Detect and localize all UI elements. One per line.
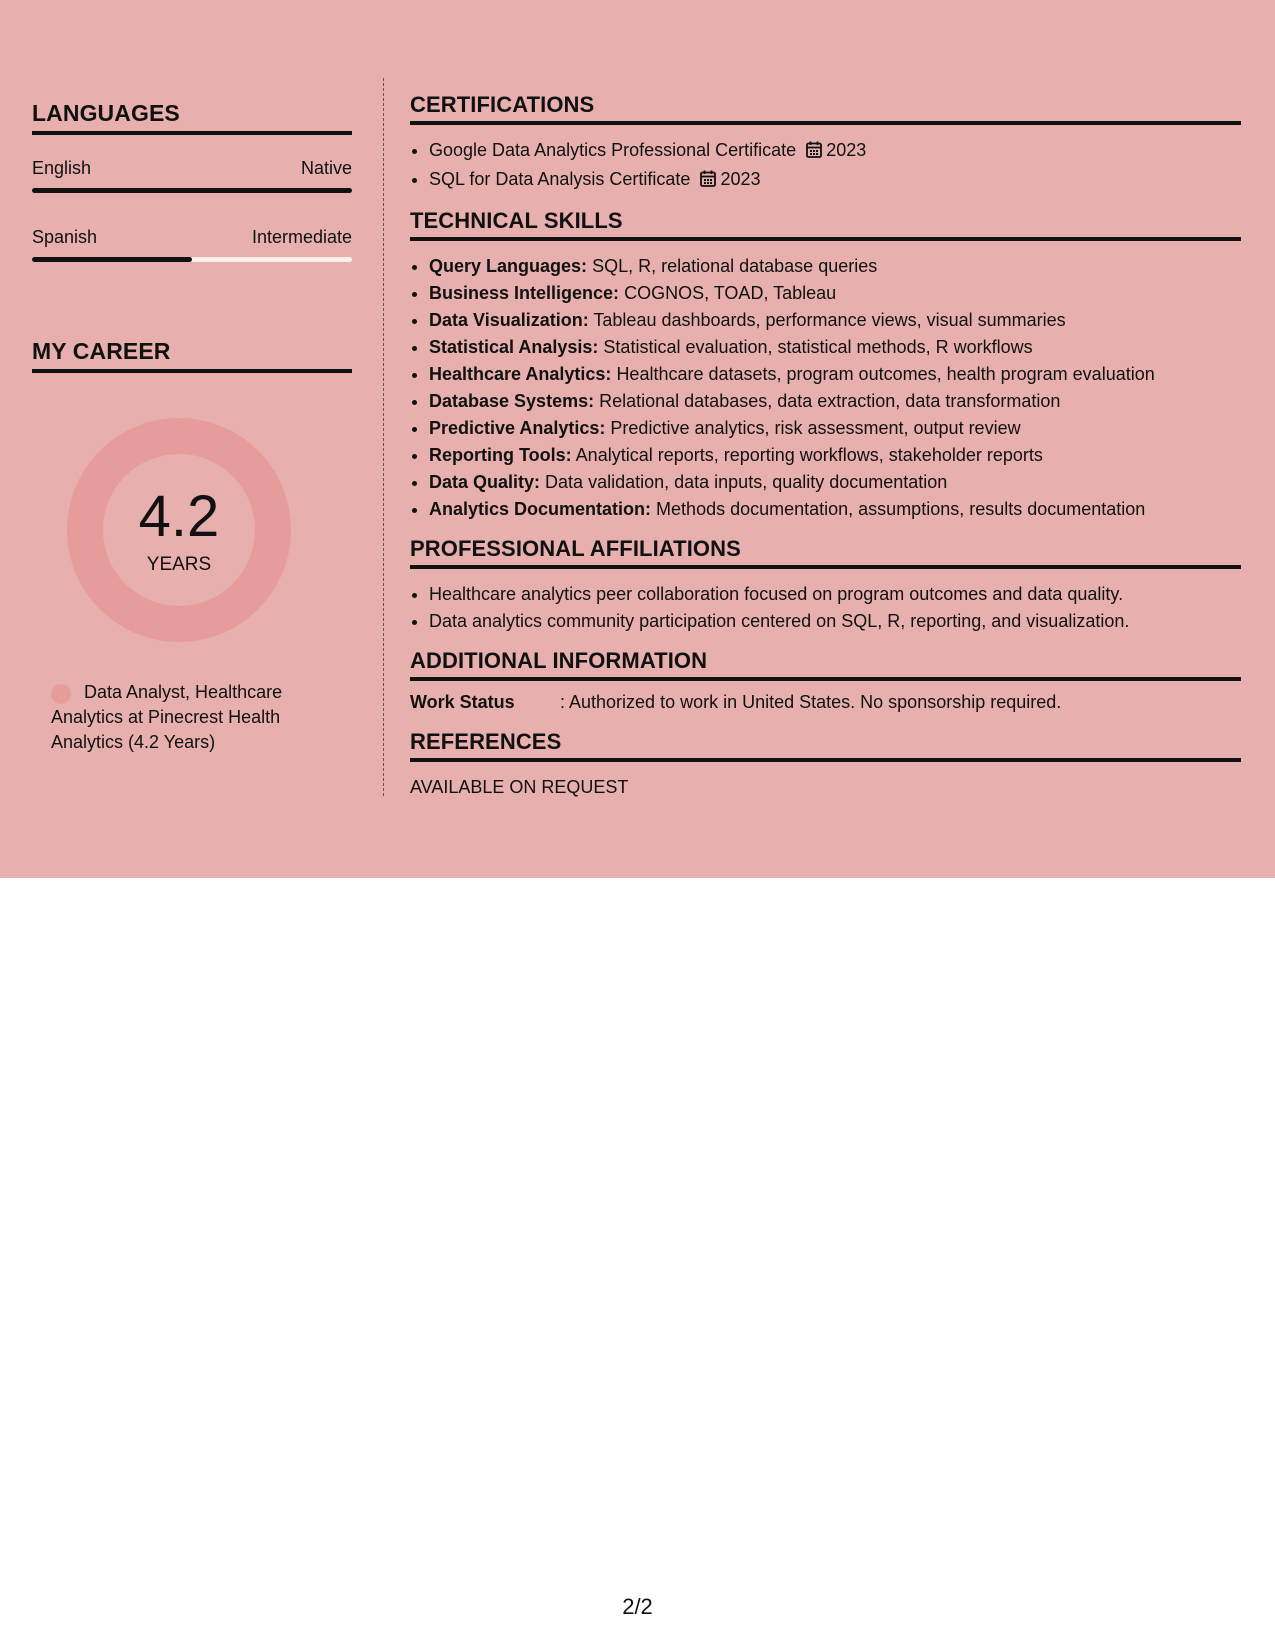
skill-label: Data Quality: — [429, 472, 541, 492]
skill-label: Data Visualization: — [429, 310, 589, 330]
affiliation-item: • Data analytics community participation centered on SQL, R, reporting, and visualization. — [429, 608, 1241, 635]
language-bar-fill — [32, 188, 352, 193]
language-level: Intermediate — [251, 227, 352, 247]
skill-item — [429, 253, 1241, 280]
skill-text: Analytical reports, reporting workflows, stakeholder reports — [575, 445, 1043, 465]
language-bar — [32, 257, 352, 262]
skill-label: Database Systems: — [429, 391, 595, 411]
column-divider — [383, 78, 384, 796]
certifications-heading: CERTIFICATIONS — [410, 92, 1241, 125]
certification-year: 2023 — [720, 169, 761, 189]
career-entry — [51, 680, 316, 755]
skill-text: Statistical evaluation, statistical methods, R workflows — [603, 337, 1033, 357]
right-column — [410, 92, 1241, 801]
skills-section — [410, 208, 1241, 523]
certification-name: SQL for Data Analysis Certificate — [429, 169, 691, 189]
skill-item — [429, 388, 1241, 415]
page-number: 2/2 — [622, 1594, 653, 1619]
calendar-icon — [700, 168, 716, 195]
skill-text: Predictive analytics, risk assessment, output review — [610, 418, 1021, 438]
skill-item — [429, 469, 1241, 496]
language-item — [32, 157, 352, 193]
certification-year: 2023 — [826, 140, 867, 160]
languages-heading: LANGUAGES — [32, 100, 352, 135]
language-level: Native — [300, 158, 352, 178]
certifications-section — [410, 92, 1241, 195]
additional-info-section — [410, 648, 1241, 716]
career-entry-text: Data Analyst, Healthcare Analytics at Pinecrest Health Analytics (4.2 Years) — [51, 682, 283, 752]
skill-label: Reporting Tools: — [429, 445, 572, 465]
affiliations-section — [410, 536, 1241, 635]
language-bar-fill — [32, 257, 192, 262]
career-years-chart — [67, 418, 291, 642]
skill-item — [429, 307, 1241, 334]
skill-item — [429, 415, 1241, 442]
skill-text: Methods documentation, assumptions, results documentation — [656, 499, 1146, 519]
additional-info-heading: ADDITIONAL INFORMATION — [410, 648, 1241, 681]
skill-label: Business Intelligence: — [429, 283, 620, 303]
skill-item — [429, 280, 1241, 307]
affiliation-item: • Healthcare analytics peer collaboration focused on program outcomes and data quality. — [429, 581, 1241, 608]
references-section — [410, 729, 1241, 801]
work-status-value: : Authorized to work in United States. No sponsorship required. — [560, 692, 1062, 712]
career-heading: MY CAREER — [32, 338, 352, 373]
career-years-value: 4.2 — [138, 484, 220, 549]
dot-icon — [51, 684, 71, 704]
career-years-unit: YEARS — [146, 554, 212, 575]
skill-label: Analytics Documentation: — [429, 499, 652, 519]
skills-heading: TECHNICAL SKILLS — [410, 208, 1241, 241]
skill-text: Data validation, data inputs, quality documentation — [545, 472, 948, 492]
certification-item — [429, 137, 1241, 166]
skill-label: Predictive Analytics: — [429, 418, 606, 438]
skill-label: Statistical Analysis: — [429, 337, 599, 357]
certification-name: Google Data Analytics Professional Certificate — [429, 140, 797, 160]
language-name: English — [32, 158, 92, 178]
calendar-icon — [806, 139, 822, 166]
skill-text: Healthcare datasets, program outcomes, health program evaluation — [616, 364, 1155, 384]
skill-item — [429, 442, 1241, 469]
skill-label: Healthcare Analytics: — [429, 364, 612, 384]
references-heading: REFERENCES — [410, 729, 1241, 762]
left-column — [32, 100, 352, 755]
skill-text: COGNOS, TOAD, Tableau — [624, 283, 837, 303]
references-text: AVAILABLE ON REQUEST — [410, 777, 629, 797]
certification-item — [429, 166, 1241, 195]
skill-item — [429, 496, 1241, 523]
work-status-row — [410, 689, 1241, 716]
skill-text: SQL, R, relational database queries — [592, 256, 878, 276]
affiliations-heading: PROFESSIONAL AFFILIATIONS — [410, 536, 1241, 569]
skill-label: Query Languages: — [429, 256, 588, 276]
language-name: Spanish — [32, 227, 98, 247]
skill-text: Relational databases, data extraction, data transformation — [599, 391, 1061, 411]
skill-item — [429, 361, 1241, 388]
skill-item — [429, 334, 1241, 361]
work-status-label: Work Status — [410, 692, 515, 712]
language-bar — [32, 188, 352, 193]
language-item — [32, 226, 352, 262]
skill-text: Tableau dashboards, performance views, visual summaries — [593, 310, 1066, 330]
